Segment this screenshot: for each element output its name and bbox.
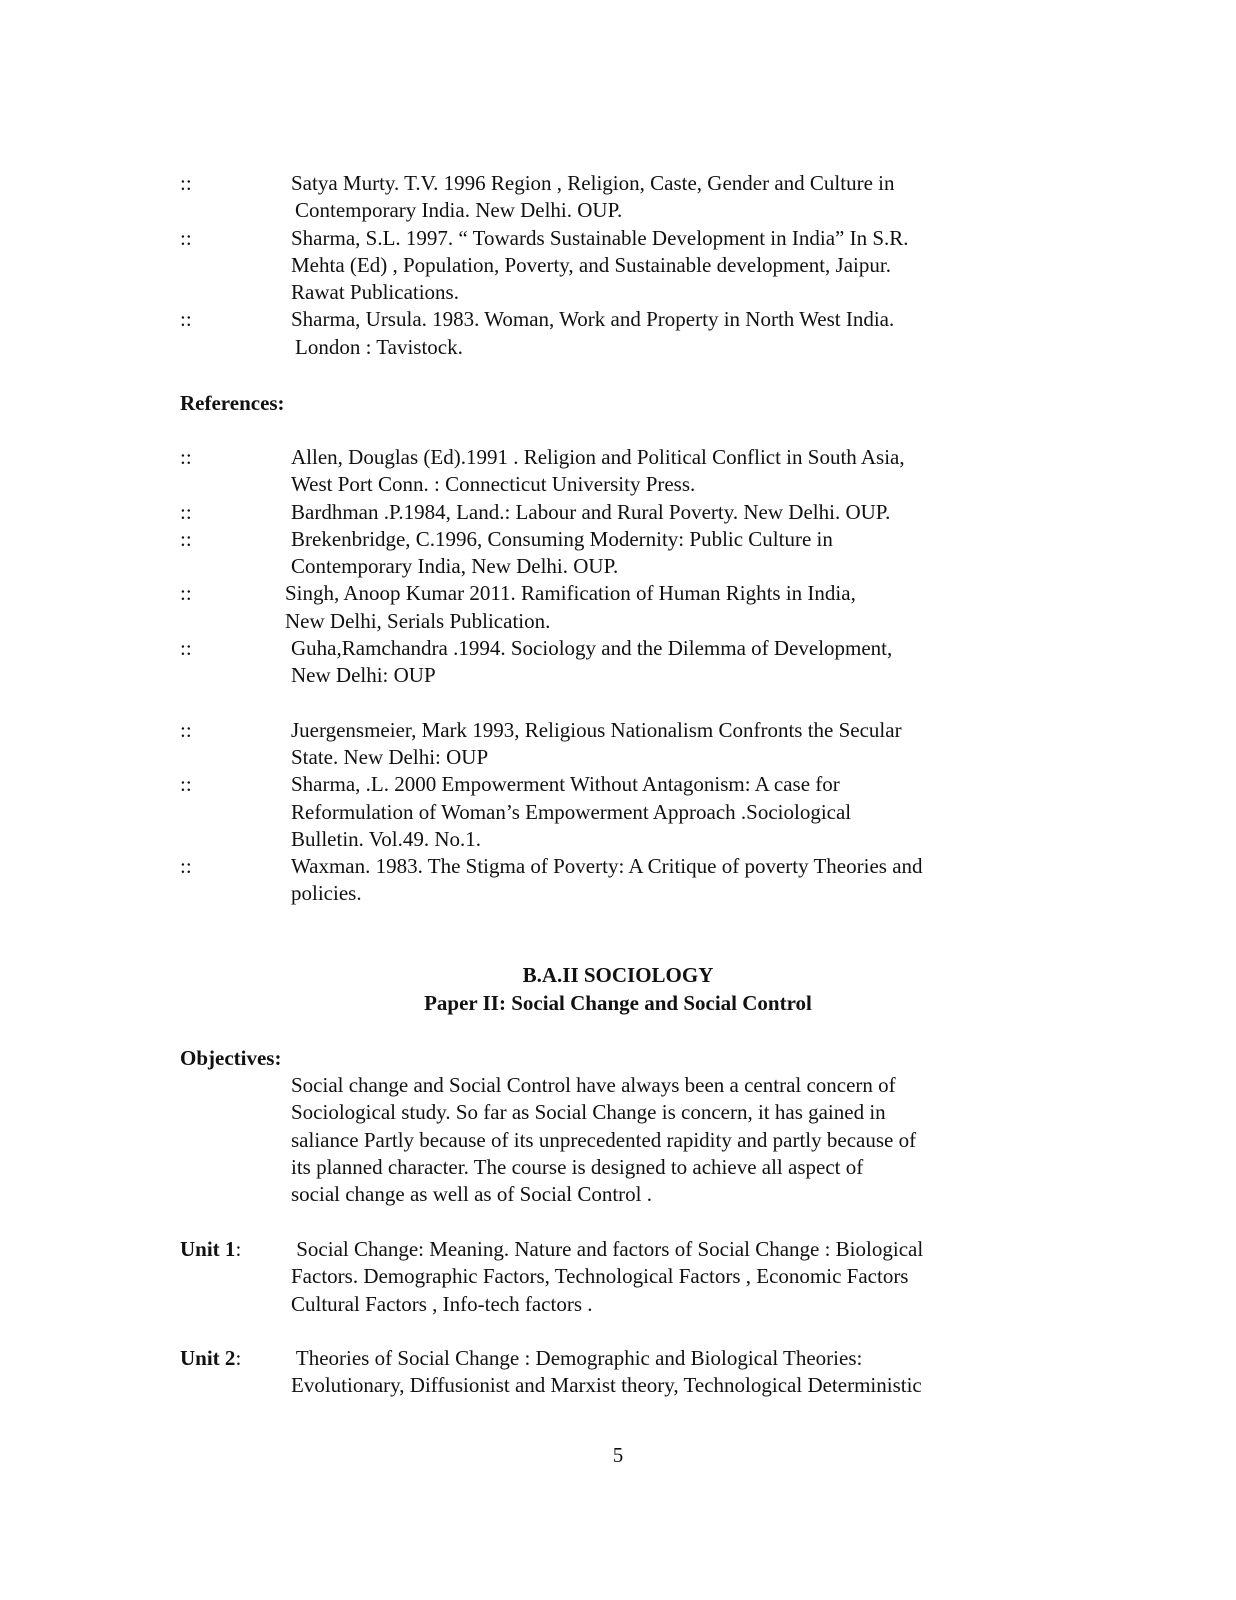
reference-line: West Port Conn. : Connecticut University Press. (291, 472, 696, 497)
reference-line: Contemporary India, New Delhi. OUP. (291, 554, 619, 579)
reference-line: Mehta (Ed) , Population, Poverty, and Sustainable development, Jaipur. (291, 252, 891, 277)
reference-line: Satya Murty. T.V. 1996 Region , Religion, Caste, Gender and Culture in (291, 171, 895, 195)
unit-line: Evolutionary, Diffusionist and Marxist theory, Technological Deterministic (291, 1373, 922, 1398)
reference-entry (0, 580, 1236, 635)
reference-marker: :: (180, 307, 192, 332)
references-heading: References: (180, 391, 285, 415)
reference-line: London : Tavistock. (295, 334, 463, 359)
unit-colon: : (235, 1346, 242, 1370)
reference-entry (0, 499, 1236, 526)
reference-marker: :: (180, 636, 192, 661)
reference-line: Bulletin. Vol.49. No.1. (291, 826, 481, 851)
prior-references (0, 170, 1236, 361)
reference-line: Juergensmeier, Mark 1993, Religious Nationalism Confronts the Secular (291, 717, 902, 742)
reference-entry (0, 635, 1236, 690)
reference-line: Guha,Ramchandra .1994. Sociology and the Dilemma of Development, (291, 636, 893, 661)
reference-entry (0, 853, 1236, 908)
reference-marker: :: (180, 854, 192, 879)
reference-line: policies. (291, 881, 362, 906)
unit-label (180, 1345, 241, 1372)
course-title: B.A.II SOCIOLOGY (522, 963, 714, 987)
objectives-text (0, 1072, 1236, 1208)
reference-marker: :: (180, 772, 192, 797)
reference-marker: :: (180, 171, 192, 195)
reference-entry (0, 225, 1236, 307)
reference-entry (0, 771, 1236, 853)
objectives-line: Sociological study. So far as Social Change is concern, it has gained in (291, 1100, 886, 1125)
reference-line: Reformulation of Woman’s Empowerment Approach .Sociological (291, 799, 852, 824)
reference-entry (0, 306, 1236, 361)
references-list (0, 444, 1236, 908)
reference-line: Sharma, S.L. 1997. “ Towards Sustainable Development in India” In S.R. (291, 225, 909, 250)
reference-entry (0, 526, 1236, 581)
reference-marker: :: (180, 717, 192, 742)
reference-line: New Delhi, Serials Publication. (285, 608, 551, 633)
reference-line: Allen, Douglas (Ed).1991 . Religion and Political Conflict in South Asia, (291, 445, 905, 469)
reference-marker: :: (180, 526, 192, 551)
objectives-heading: Objectives: (180, 1046, 282, 1070)
unit-line: Social Change: Meaning. Nature and factors of Social Change : Biological (291, 1237, 924, 1261)
reference-line: New Delhi: OUP (291, 663, 436, 688)
unit-1 (0, 1236, 1236, 1318)
unit-2 (0, 1345, 1236, 1400)
unit-line: Factors. Demographic Factors, Technological Factors , Economic Factors (291, 1264, 909, 1289)
objectives-line: Social change and Social Control have always been a central concern of (291, 1073, 896, 1097)
objectives-line: social change as well as of Social Control . (291, 1182, 652, 1207)
objectives-line: its planned character. The course is designed to achieve all aspect of (291, 1154, 864, 1179)
reference-marker: :: (180, 581, 192, 606)
unit-line: Cultural Factors , Info-tech factors . (291, 1291, 593, 1316)
reference-line: Bardhman .P.1984, Land.: Labour and Rural Poverty. New Delhi. OUP. (291, 499, 891, 524)
unit-line: Theories of Social Change : Demographic and Biological Theories: (291, 1346, 863, 1370)
objectives-line: saliance Partly because of its unprecedented rapidity and partly because of (291, 1127, 917, 1152)
reference-entry (0, 717, 1236, 772)
reference-marker: :: (180, 445, 192, 469)
unit-number: Unit 1 (180, 1237, 236, 1261)
unit-label (180, 1236, 241, 1263)
unit-number: Unit 2 (180, 1346, 236, 1370)
reference-line: Brekenbridge, C.1996, Consuming Modernity: Public Culture in (291, 526, 833, 551)
reference-line: Rawat Publications. (291, 280, 459, 305)
reference-entry (0, 170, 1236, 225)
reference-line: Sharma, Ursula. 1983. Woman, Work and Property in North West India. (291, 307, 895, 332)
unit-colon: : (235, 1237, 242, 1261)
reference-marker: :: (180, 499, 192, 524)
reference-line: Contemporary India. New Delhi. OUP. (295, 198, 623, 223)
reference-line: Singh, Anoop Kumar 2011. Ramification of Human Rights in India, (285, 581, 856, 606)
paper-title: Paper II: Social Change and Social Control (424, 991, 812, 1015)
reference-marker: :: (180, 225, 192, 250)
reference-line: State. New Delhi: OUP (291, 744, 489, 769)
reference-line: Waxman. 1983. The Stigma of Poverty: A Critique of poverty Theories and (291, 854, 923, 879)
reference-line: Sharma, .L. 2000 Empowerment Without Antagonism: A case for (291, 772, 840, 797)
page-number: 5 (612, 1443, 624, 1467)
reference-entry (0, 444, 1236, 499)
